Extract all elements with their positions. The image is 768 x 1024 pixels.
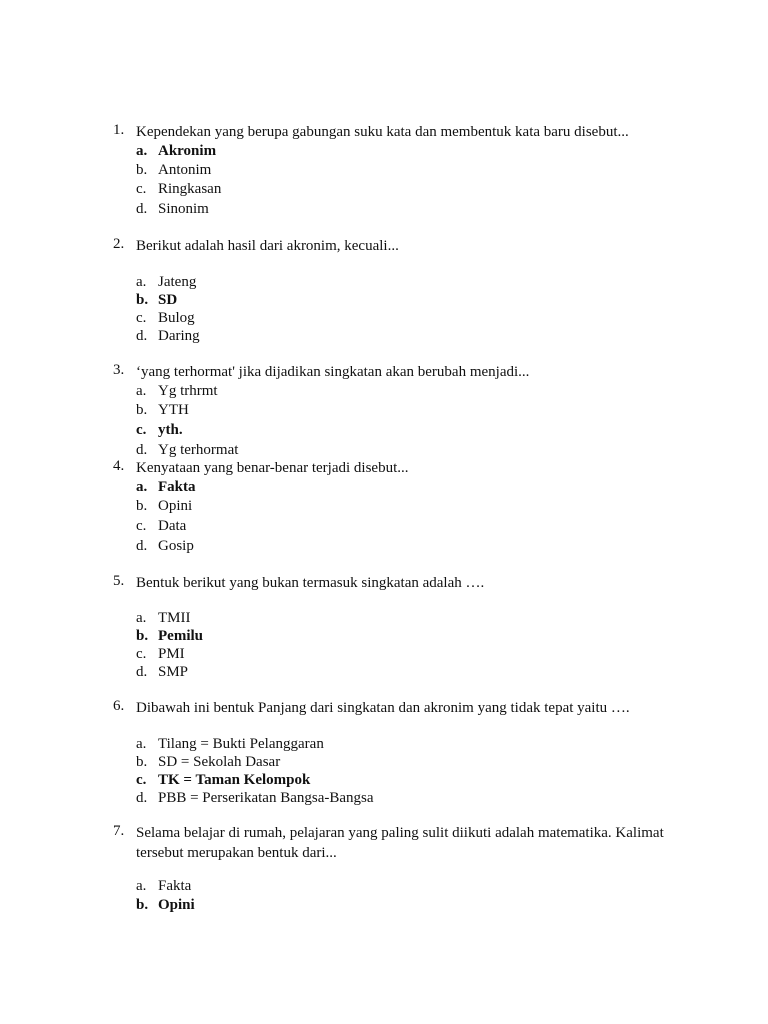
- question-6: [113, 698, 673, 718]
- question-text: Kependekan yang berupa gabungan suku kata dan membentuk kata baru disebut...: [136, 124, 629, 140]
- question-number: 1.: [113, 122, 125, 138]
- question-text: Dibawah ini bentuk Panjang dari singkatan dan akronim yang tidak tepat yaitu ….: [136, 700, 630, 716]
- document-page: 1. Kependekan yang berupa gabungan suku kata dan membentuk kata baru disebut... a. Akronim b. Antonim c. Ringkasan d. Sinonim 2. Berikut adalah hasil dari akronim, kecuali... a. Jateng b. SD c. Bulog d. Daring 3. ‘yang terhormat' jika dijadikan singkatan akan berubah menjadi... a. Yg trhrmt b. YTH c. yth. d. Yg terhormat 4. Kenyataan yang benar-benar terjadi disebut... a. Fakta b. Opini c. Data d. Gosip 5. Bentuk berikut yang bukan termasuk singkatan adalah …. a. TMII b. Pemilu c. PMI d. SMP 6. Dibawah ini bentuk Panjang dari singkatan dan akronim yang tidak tepat yaitu …. a. Tilang = Bukti Pelanggaran b. SD = Sekolah Dasar c. TK = Taman Kelompok d. PBB = Perserikatan Bangsa-Bangsa 7. Selama belajar di rumah, pelajaran yang paling sulit diikuti adalah matematika. Kalimat tersebut merupakan bentuk dari... a. Fakta b. Opini: [0, 0, 768, 1024]
- question-2: [113, 236, 673, 256]
- question-number: 2.: [113, 236, 125, 252]
- question-4: [113, 458, 673, 478]
- question-5: [113, 573, 673, 593]
- question-text: Berikut adalah hasil dari akronim, kecuali...: [136, 238, 399, 254]
- question-3: [113, 362, 673, 382]
- question-7: [113, 823, 673, 863]
- question-text: Kenyataan yang benar-benar terjadi disebut...: [136, 460, 409, 476]
- question-number: 5.: [113, 573, 125, 589]
- question-text: ‘yang terhormat' jika dijadikan singkatan akan berubah menjadi...: [136, 364, 530, 380]
- question-number: 3.: [113, 362, 125, 378]
- question-number: 7.: [113, 823, 125, 839]
- question-text: Bentuk berikut yang bukan termasuk singkatan adalah ….: [136, 575, 485, 591]
- question-1: [113, 122, 673, 142]
- question-number: 6.: [113, 698, 125, 714]
- question-number: 4.: [113, 458, 125, 474]
- question-text: Selama belajar di rumah, pelajaran yang paling sulit diikuti adalah matematika. Kalimat tersebut merupakan bentuk dari...: [136, 825, 664, 861]
